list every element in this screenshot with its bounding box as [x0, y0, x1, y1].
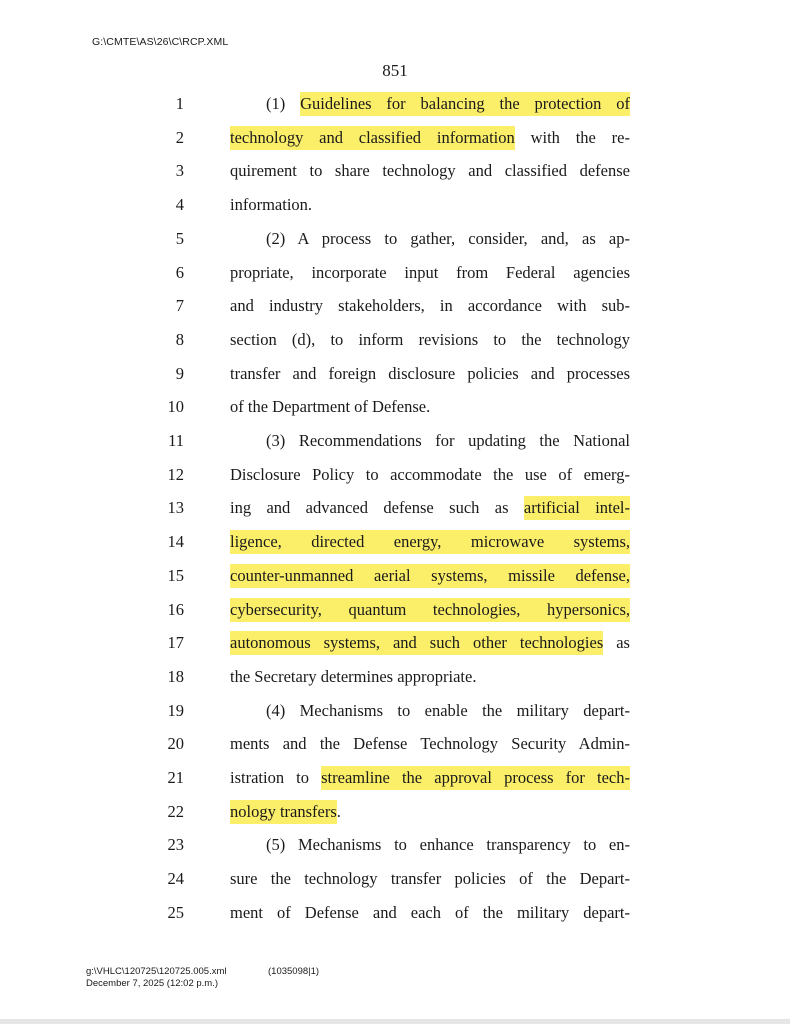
line-number: 16	[167, 599, 184, 619]
line-text	[230, 296, 630, 316]
text-segment: as	[603, 633, 630, 653]
text-segment: (5) Mechanisms to enhance transparency to en-	[266, 835, 630, 855]
highlighted-text: counter-unmanned aerial systems, missile defense,	[230, 564, 630, 588]
text-segment: with the re-	[514, 127, 630, 147]
text-segment: .	[336, 801, 341, 821]
highlighted-text: artificial intel-	[524, 496, 630, 520]
document-line	[0, 800, 790, 834]
highlighted-text: streamline the approval process for tech-	[321, 766, 630, 790]
text-segment: Disclosure Policy to accommodate the use of emerg-	[230, 464, 630, 484]
highlighted-text: autonomous systems, and such other technologies	[230, 631, 603, 655]
line-number: 25	[167, 902, 184, 922]
line-text	[230, 835, 630, 855]
highlighted-text: Guidelines for balancing the protection of	[300, 92, 630, 116]
line-number: 8	[175, 329, 184, 349]
highlighted-text: technology and classified information	[230, 126, 515, 150]
document-line	[0, 867, 790, 901]
document-line	[0, 126, 790, 160]
document-line	[0, 833, 790, 867]
document-line	[0, 227, 790, 261]
highlighted-text: cybersecurity, quantum technologies, hypersonics,	[230, 598, 630, 622]
line-text	[230, 600, 630, 620]
document-line	[0, 699, 790, 733]
line-text	[230, 802, 630, 822]
text-segment: propriate, incorporate input from Federal agencies	[230, 262, 630, 282]
document-line	[0, 362, 790, 396]
line-text	[230, 364, 630, 384]
line-text	[230, 161, 630, 181]
line-number: 17	[167, 633, 184, 653]
document-line	[0, 92, 790, 126]
footer-file-path: g:\VHLC\120725\120725.005.xml	[86, 966, 227, 977]
line-number: 4	[175, 195, 184, 215]
line-text	[230, 330, 630, 350]
file-path-header: G:\CMTE\AS\26\C\RCP.XML	[92, 36, 229, 48]
text-segment: ing and advanced defense such as	[230, 498, 524, 518]
line-text	[230, 263, 630, 283]
text-segment: istration to	[230, 768, 322, 787]
line-text	[230, 734, 630, 754]
line-text	[230, 128, 630, 148]
line-number: 22	[167, 801, 184, 821]
text-segment: ments and the Defense Technology Security Admin-	[230, 734, 630, 754]
footer-file-info	[86, 966, 227, 990]
text-segment: information.	[230, 195, 313, 215]
line-text	[230, 397, 630, 417]
text-segment: section (d), to inform revisions to the technology	[230, 329, 630, 349]
line-number: 11	[168, 431, 184, 450]
line-number: 19	[167, 700, 184, 720]
text-segment: (1)	[266, 94, 301, 113]
line-number: 21	[167, 768, 184, 787]
text-segment: (4) Mechanisms to enable the military depart-	[266, 700, 630, 720]
line-text	[230, 229, 630, 249]
line-number: 20	[167, 734, 184, 754]
text-segment: (3) Recommendations for updating the National	[266, 431, 630, 450]
line-text	[230, 768, 630, 788]
line-number: 23	[167, 835, 184, 855]
document-line	[0, 598, 790, 632]
document-line	[0, 193, 790, 227]
document-line	[0, 395, 790, 429]
line-text	[230, 195, 630, 215]
text-segment: (2) A process to gather, consider, and, as ap-	[266, 228, 630, 248]
line-text	[230, 431, 630, 451]
document-line	[0, 294, 790, 328]
line-number: 2	[175, 127, 184, 147]
document-line	[0, 564, 790, 598]
line-number: 12	[167, 464, 184, 484]
line-number: 9	[175, 363, 184, 383]
highlighted-text: nology transfers	[230, 800, 337, 824]
document-line	[0, 261, 790, 295]
text-segment: the Secretary determines appropriate.	[230, 666, 477, 686]
text-segment: quirement to share technology and classified defense	[230, 161, 630, 181]
line-number: 15	[167, 565, 184, 585]
line-number: 7	[175, 296, 184, 316]
line-text	[230, 903, 630, 923]
line-number: 18	[167, 666, 184, 686]
line-text	[230, 498, 630, 518]
text-segment: transfer and foreign disclosure policies and processes	[230, 363, 630, 383]
line-text	[230, 869, 630, 889]
text-segment: ment of Defense and each of the military depart-	[230, 902, 630, 922]
line-text	[230, 701, 630, 721]
text-segment: of the Department of Defense.	[230, 397, 431, 417]
line-number: 1	[175, 94, 184, 113]
line-number: 24	[167, 869, 184, 889]
document-line	[0, 631, 790, 665]
text-segment: and industry stakeholders, in accordance with sub-	[230, 296, 630, 316]
line-text	[230, 94, 630, 114]
line-number: 10	[167, 397, 184, 417]
document-line	[0, 732, 790, 766]
line-number: 5	[175, 228, 184, 248]
document-line	[0, 496, 790, 530]
line-number: 3	[175, 161, 184, 181]
footer-date: December 7, 2025 (12:02 p.m.)	[86, 978, 219, 989]
line-number: 13	[167, 498, 184, 518]
document-line	[0, 463, 790, 497]
line-text	[230, 633, 630, 653]
line-text	[230, 532, 630, 552]
document-line	[0, 159, 790, 193]
text-segment: sure the technology transfer policies of the Depart-	[230, 869, 630, 889]
document-line	[0, 530, 790, 564]
line-number: 14	[167, 532, 184, 552]
document-line	[0, 328, 790, 362]
page-edge	[0, 1019, 790, 1024]
document-line	[0, 766, 790, 800]
document-line	[0, 429, 790, 463]
line-text	[230, 566, 630, 586]
highlighted-text: ligence, directed energy, microwave systems,	[230, 530, 630, 554]
page-number: 851	[382, 61, 408, 80]
line-text	[230, 465, 630, 485]
footer-doc-code: (1035098|1)	[268, 966, 320, 977]
document-line	[0, 665, 790, 699]
line-text	[230, 667, 630, 687]
document-line	[0, 901, 790, 935]
line-number: 6	[175, 262, 184, 282]
